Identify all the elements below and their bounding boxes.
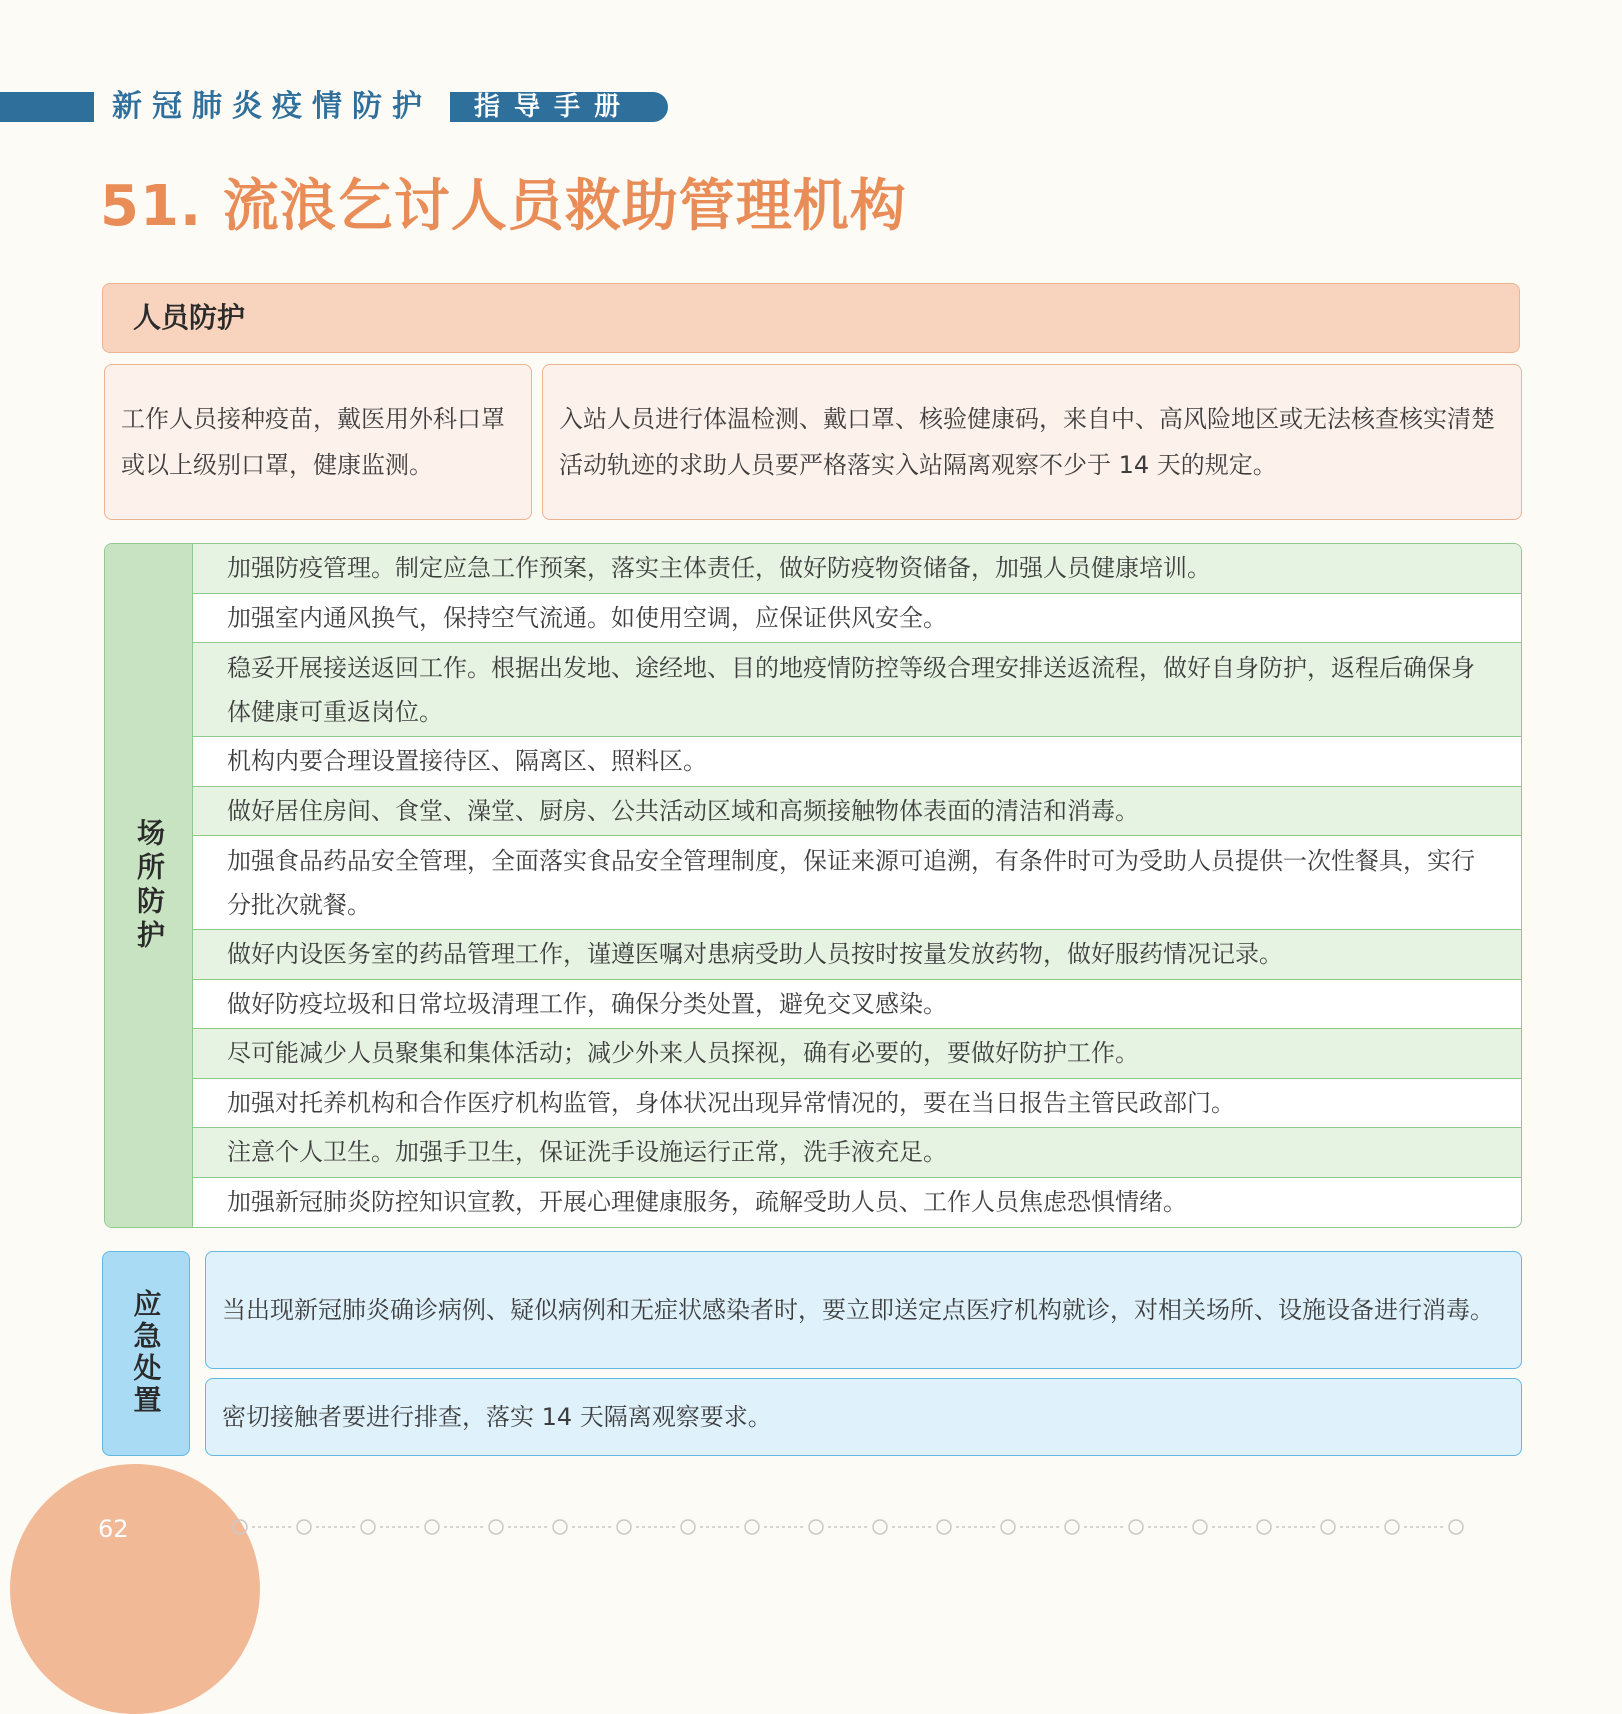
site-protection-row: 做好内设医务室的药品管理工作，谨遵医嘱对患病受助人员按时按量发放药物，做好服药情况记录。 — [193, 930, 1521, 980]
decorative-circle — [1257, 1520, 1271, 1534]
site-protection-row: 加强新冠肺炎防控知识宣教，开展心理健康服务，疏解受助人员、工作人员焦虑恐惧情绪。 — [227, 1188, 1187, 1217]
decorative-circle — [297, 1520, 311, 1534]
page-number-circle — [10, 1464, 260, 1714]
decorative-circle — [617, 1520, 631, 1534]
decorative-circle — [809, 1520, 823, 1534]
personal-protection-text: 入站人员进行体温检测、戴口罩、核验健康码，来自中、高风险地区或无法核查核实清楚活动轨迹的求助人员要严格落实入站隔离观察不少于 14 天的规定。 — [559, 405, 1495, 479]
header-title: 新冠肺炎疫情防护 — [112, 89, 432, 124]
decorative-circle — [553, 1520, 567, 1534]
site-protection-sidebar — [105, 544, 193, 1227]
decorative-circle — [937, 1520, 951, 1534]
site-protection-row: 加强防疫管理。制定应急工作预案，落实主体责任，做好防疫物资储备，加强人员健康培训。 — [193, 544, 1521, 594]
site-protection-row: 尽可能减少人员聚集和集体活动；减少外来人员探视，确有必要的，要做好防护工作。 — [193, 1029, 1521, 1079]
decorative-circle — [1065, 1520, 1079, 1534]
decorative-circle — [1321, 1520, 1335, 1534]
emergency-label: 应急处置 — [129, 1289, 163, 1417]
decorative-circle — [1001, 1520, 1015, 1534]
emergency-text: 当出现新冠肺炎确诊病例、疑似病例和无症状感染者时，要立即送定点医疗机构就诊，对相关场所、设施设备进行消毒。 — [222, 1296, 1494, 1324]
site-protection-row: 加强室内通风换气，保持空气流通。如使用空调，应保证供风安全。 — [193, 594, 1521, 644]
page-number: 62 — [98, 1515, 129, 1543]
decorative-circle — [1129, 1520, 1143, 1534]
site-protection-row: 注意个人卫生。加强手卫生，保证洗手设施运行正常，洗手液充足。 — [193, 1128, 1521, 1178]
site-protection-rows — [193, 544, 1521, 1227]
emergency-card — [205, 1378, 1522, 1456]
page-title: 51. 流浪乞讨人员救助管理机构 — [100, 174, 907, 239]
site-protection-row: 做好防疫垃圾和日常垃圾清理工作，确保分类处置，避免交叉感染。 — [193, 980, 1521, 1030]
decorative-circle — [361, 1520, 375, 1534]
personal-protection-label: 人员防护 — [133, 301, 246, 334]
site-protection-row: 加强对托养机构和合作医疗机构监管，身体状况出现异常情况的，要在当日报告主管民政部门。 — [193, 1079, 1521, 1129]
personal-protection-card — [542, 364, 1522, 520]
decorative-circle — [489, 1520, 503, 1534]
decorative-circle — [873, 1520, 887, 1534]
site-protection-row: 稳妥开展接送返回工作。根据出发地、途经地、目的地疫情防控等级合理安排送返流程，做好自身防护，返程后确保身体健康可重返岗位。 — [193, 643, 1521, 737]
decorative-circle — [425, 1520, 439, 1534]
site-protection-row: 做好居住房间、食堂、澡堂、厨房、公共活动区域和高频接触物体表面的清洁和消毒。 — [193, 787, 1521, 837]
personal-protection-header — [102, 283, 1520, 353]
decorative-circle — [233, 1520, 247, 1534]
site-protection-label: 场所防护 — [133, 817, 166, 954]
decorative-circle — [681, 1520, 695, 1534]
decorative-circle — [1385, 1520, 1399, 1534]
decorative-dotted-line — [230, 1514, 1522, 1540]
header-accent-bar — [0, 92, 94, 122]
decorative-circle — [1449, 1520, 1463, 1534]
decorative-circle — [1193, 1520, 1207, 1534]
personal-protection-card — [104, 364, 532, 520]
site-protection-row: 加强食品药品安全管理，全面落实食品安全管理制度，保证来源可追溯，有条件时可为受助人员提供一次性餐具，实行分批次就餐。 — [193, 836, 1521, 930]
emergency-text: 密切接触者要进行排查，落实 14 天隔离观察要求。 — [222, 1403, 772, 1431]
emergency-card — [205, 1251, 1522, 1369]
site-protection-section — [104, 543, 1522, 1228]
site-protection-row: 机构内要合理设置接待区、隔离区、照料区。 — [193, 737, 1521, 787]
decorative-circle — [745, 1520, 759, 1534]
emergency-sidebar — [102, 1251, 190, 1456]
header-pill: 指导手册 — [450, 92, 668, 122]
personal-protection-text: 工作人员接种疫苗，戴医用外科口罩或以上级别口罩，健康监测。 — [121, 405, 505, 479]
